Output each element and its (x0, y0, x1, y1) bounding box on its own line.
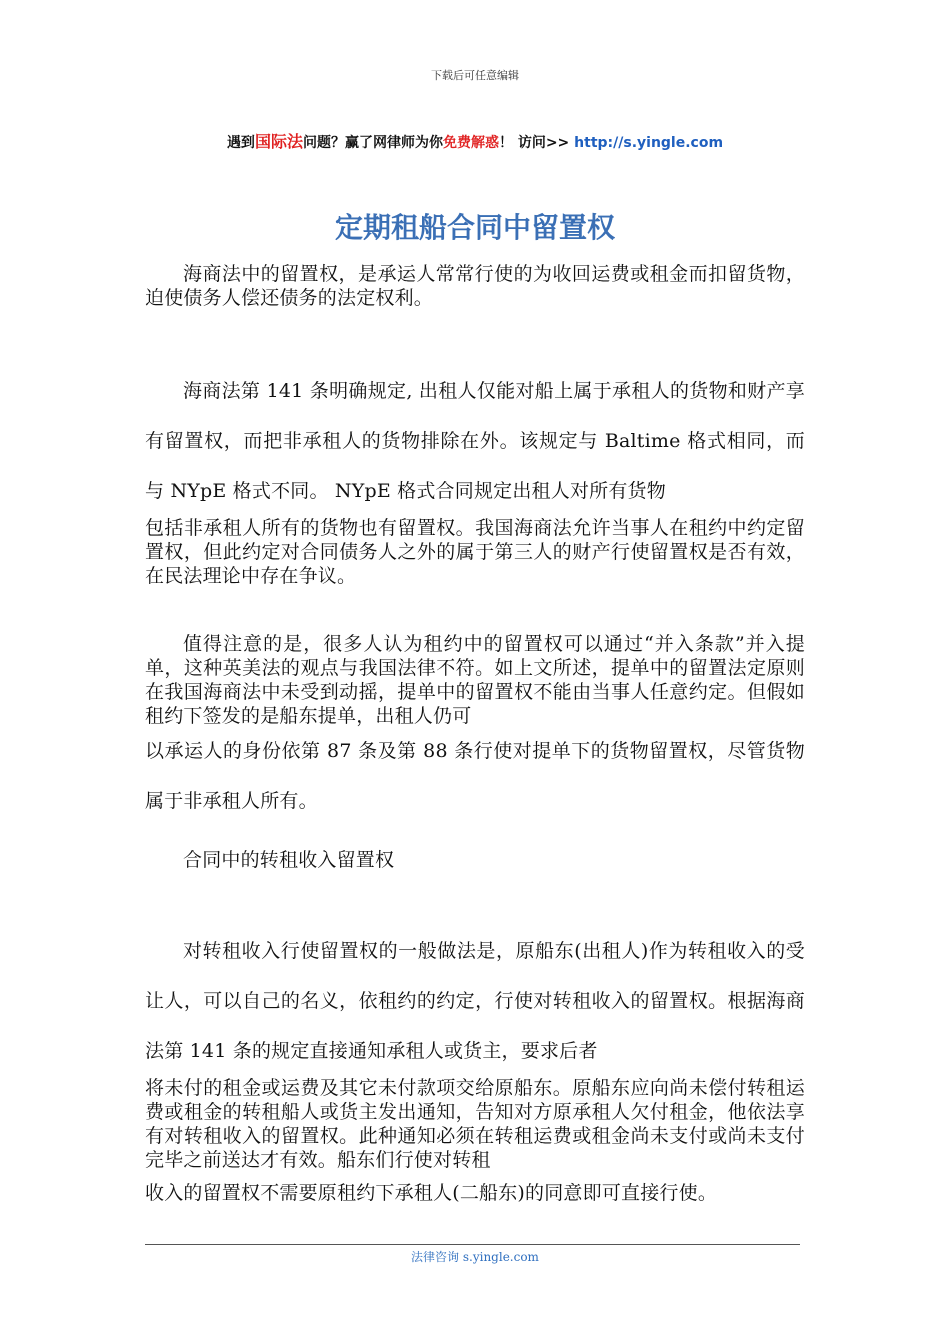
paragraph-1: 海商法中的留置权，是承运人常常行使的为收回运费或租金而扣留货物，迫使债务人偿还债务的法定权利。 (145, 263, 805, 309)
promo-banner (0, 129, 950, 152)
paragraph-3: 包括非承租人所有的货物也有留置权。我国海商法允许当事人在租约中约定留置权，但此约定对合同债务人之外的属于第三人的财产行使留置权是否有效，在民法理论中存在争议。 (145, 517, 805, 587)
paragraph-6: 对转租收入行使留置权的一般做法是，原船东(出租人)作为转租收入的受让人，可以自己的名义，依租约的约定，行使对转租收入的留置权。根据海商法第 141 条的规定直接通知承租人或货主，要求后者 (145, 940, 805, 1062)
promo-text-2: 问题？赢了网律师为你 (302, 135, 443, 151)
promo-link[interactable]: http://s.yingle.com (574, 135, 724, 151)
footer-divider (145, 1244, 800, 1245)
paragraph-7: 将未付的租金或运费及其它未付款项交给原船东。原船东应向尚未偿付转租运费或租金的转租船人或货主发出通知，告知对方原承租人欠付租金，他依法享有对转租收入的留置权。此种通知必须在转租运费或租金尚未支付或尚未支付完毕之前送达才有效。船东们行使对转租 (145, 1077, 805, 1171)
paragraph-5: 以承运人的身份依第 87 条及第 88 条行使对提单下的货物留置权，尽管货物属于非承租人所有。 (145, 740, 805, 812)
promo-text-3: ！ 访问>> (498, 135, 575, 151)
document-title: 定期租船合同中留置权 (334, 211, 615, 244)
promo-highlight-topic: 国际法 (254, 132, 303, 151)
promo-text-1: 遇到 (226, 135, 255, 151)
paragraph-2: 海商法第 141 条明确规定, 出租人仅能对船上属于承租人的货物和财产享有留置权，而把非承租人的货物排除在外。该规定与 Baltime 格式相同，而与 NYpE 格式不同。 NYpE 格式合同规定出租人对所有货物 (145, 380, 805, 502)
footer-text[interactable]: 法律咨询 s.yingle.com (411, 1250, 539, 1264)
header-note: 下载后可任意编辑 (431, 69, 519, 82)
document-body (145, 262, 805, 1218)
paragraph-4: 值得注意的是，很多人认为租约中的留置权可以通过“并入条款”并入提单，这种英美法的观点与我国法律不符。如上文所述，提单中的留置法定原则在我国海商法中未受到动摇，提单中的留置权不能由当事人任意约定。但假如租约下签发的是船东提单，出租人仍可 (145, 633, 805, 727)
promo-highlight-free: 免费解惑 (442, 135, 499, 151)
section-heading: 合同中的转租收入留置权 (183, 849, 395, 871)
paragraph-8: 收入的留置权不需要原租约下承租人(二船东)的同意即可直接行使。 (145, 1182, 718, 1204)
